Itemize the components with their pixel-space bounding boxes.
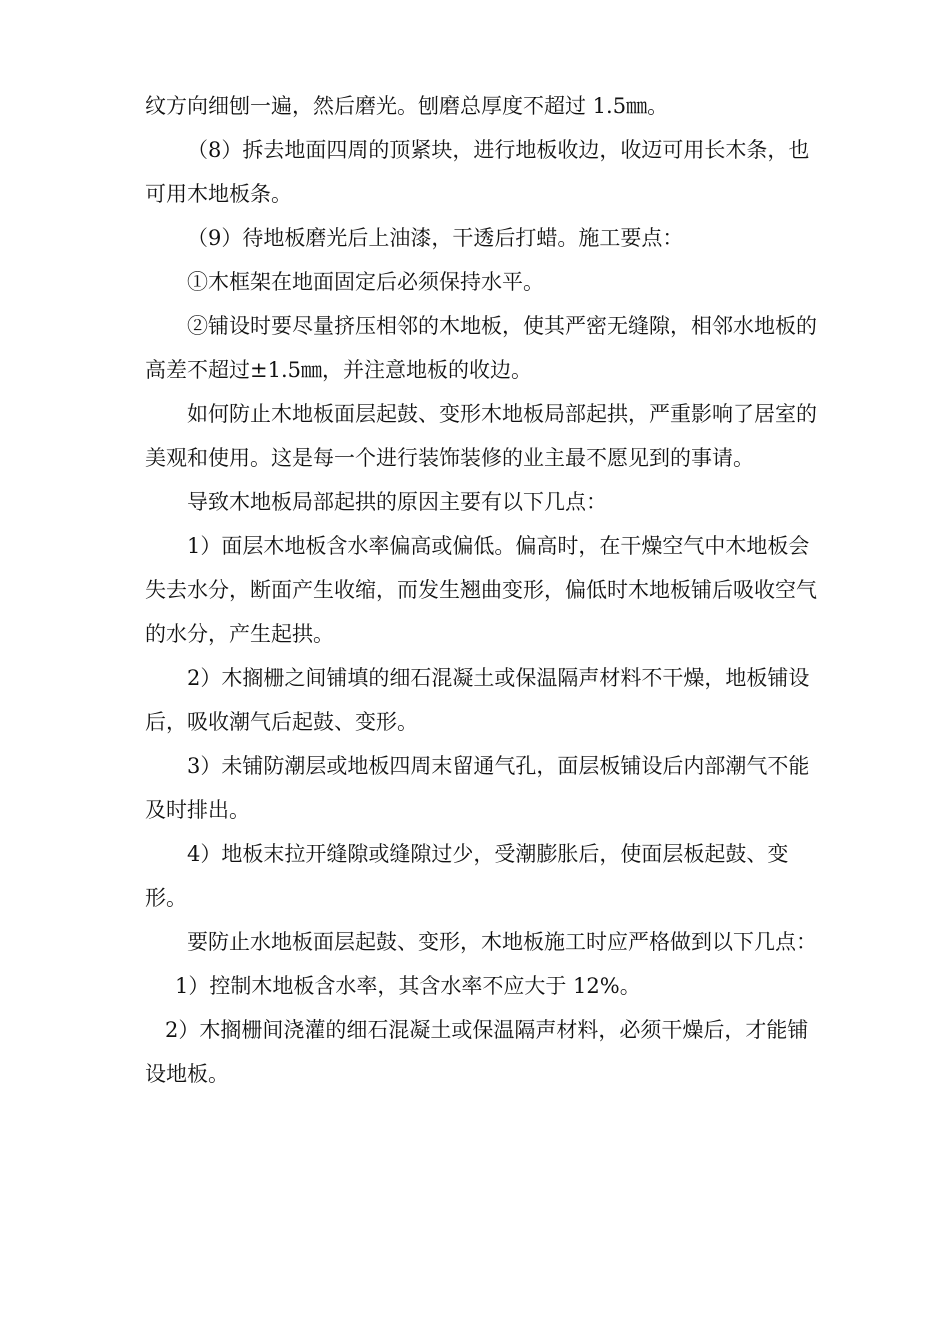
- paragraph-prevention-heading: 要防止水地板面层起鼓、变形，木地板施工时应严格做到以下几点：: [187, 930, 817, 954]
- paragraph-point-1: ①木框架在地面固定后必须保持水平。: [187, 270, 544, 294]
- paragraph-step-8: （8）拆去地面四周的顶紧块，进行地板收边，收迈可用长木条，也可用木地板条。: [145, 138, 810, 206]
- paragraph-prevention-2: 2）木搁栅间浇灌的细石混凝土或保温隔声材料，必须干燥后，才能铺设地板。: [145, 1018, 809, 1086]
- paragraph-cause-1: 1）面层木地板含水率偏高或偏低。偏高时，在干燥空气中木地板会失去水分，断面产生收缩，而发生翘曲变形，偏低时木地板铺后吸收空气的水分，产生起拱。: [145, 534, 817, 646]
- paragraph-cause-3: 3）未铺防潮层或地板四周末留通气孔，面层板铺设后内部潮气不能及时排出。: [145, 754, 810, 822]
- paragraph-cause-4: 4）地板末拉开缝隙或缝隙过少，受潮膨胀后，使面层板起鼓、变形。: [145, 842, 789, 910]
- paragraph-continuation: 纹方向细刨一遍，然后磨光。刨磨总厚度不超过 1.5㎜。: [145, 94, 669, 118]
- paragraph-causes-heading: 导致木地板局部起拱的原因主要有以下几点：: [187, 490, 607, 514]
- paragraph-intro: 如何防止木地板面层起鼓、变形木地板局部起拱，严重影响了居室的美观和使用。这是每一个进行装饰装修的业主最不愿见到的事请。: [145, 402, 817, 470]
- paragraph-step-9: （9）待地板磨光后上油漆，干透后打蜡。施工要点：: [187, 226, 684, 250]
- paragraph-prevention-1: 1）控制木地板含水率，其含水率不应大于 12%。: [175, 974, 641, 998]
- document-body: [145, 84, 817, 1096]
- paragraph-point-2: ②铺设时要尽量挤压相邻的木地板，使其严密无缝隙，相邻水地板的高差不超过±1.5㎜，并注意地板的收边。: [145, 314, 817, 382]
- paragraph-cause-2: 2）木搁栅之间铺填的细石混凝土或保温隔声材料不干燥，地板铺设后，吸收潮气后起鼓、变形。: [145, 666, 810, 734]
